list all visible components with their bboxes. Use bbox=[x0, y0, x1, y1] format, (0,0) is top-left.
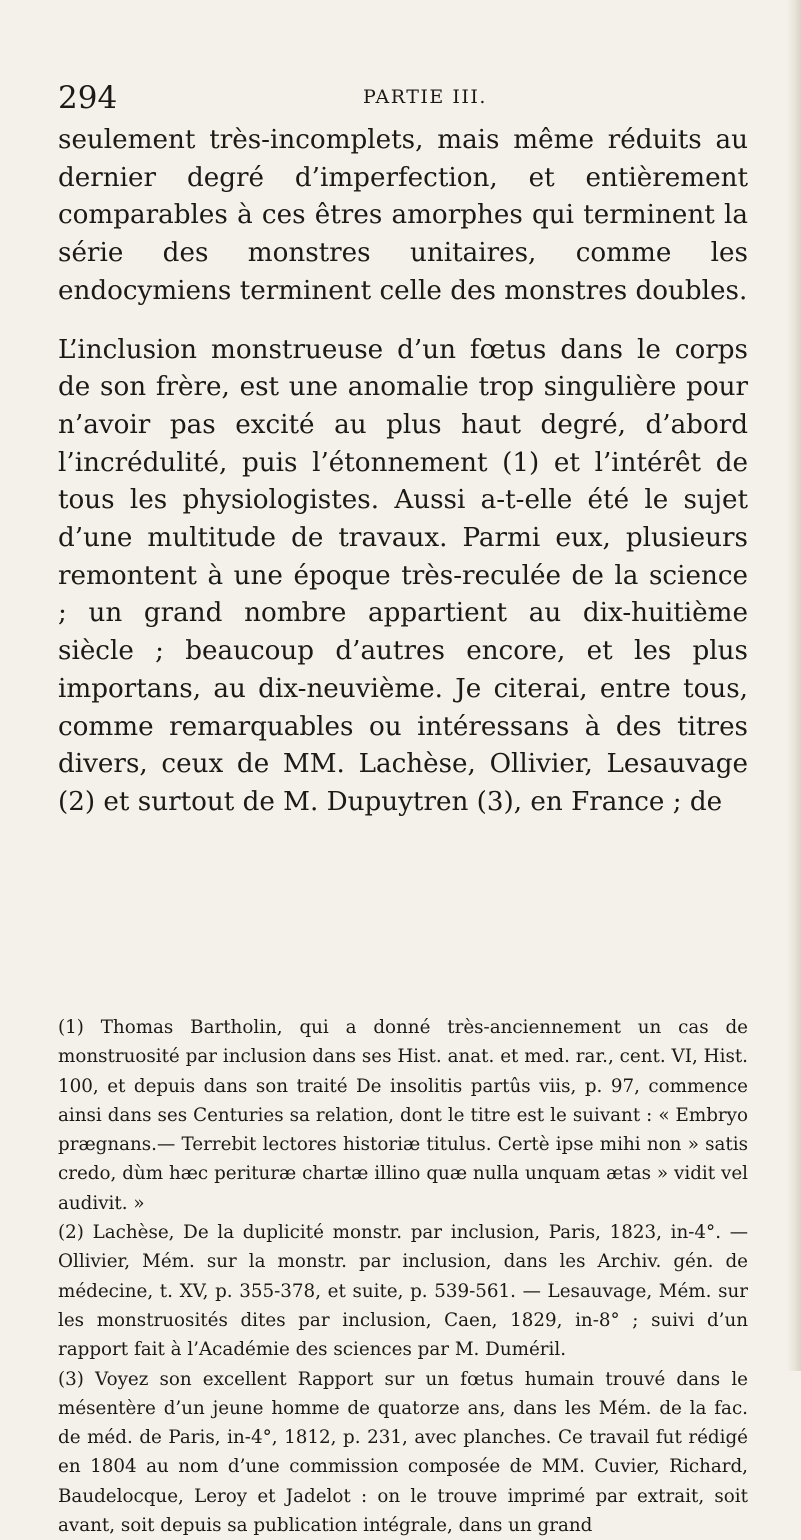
body-paragraph-1: seulement très-incomplets, mais même réduits au dernier degré d’imperfection, et entièrement comparables à ces êtres amorphes qui terminent la série des monstres unitaires, comme les endocymiens terminent celle des monstres doubles. bbox=[58, 125, 748, 306]
footnote-2: (2) Lachèse, De la duplicité monstr. par inclusion, Paris, 1823, in-4°. — Ollivier, Mém. sur la monstr. par inclusion, dans les Archiv. gén. de médecine, t. XV, p. 355-378, et suite, p. 539-561. — Lesauvage, Mém. sur les monstruosités dites par inclusion, Caen, 1829, in-8° ; suivi d’un rapport fait à l’Académie des sciences par M. Duméril. bbox=[58, 1222, 748, 1361]
main-text bbox=[58, 122, 748, 822]
page-header bbox=[58, 78, 748, 118]
running-title: PARTIE III. bbox=[363, 86, 487, 108]
page-edge-shadow bbox=[787, 0, 801, 1371]
page-number: 294 bbox=[58, 80, 118, 116]
body-paragraph-2: L’inclusion monstrueuse d’un fœtus dans le corps de son frère, est une anomalie trop singulière pour n’avoir pas excité au plus haut degré, d’abord l’incrédulité, puis l’étonnement (1) et l’intérêt de tous les physiologistes. Aussi a-t-elle été le sujet d’une multitude de travaux. Parmi eux, plusieurs remontent à une époque très-reculée de la science ; un grand nombre appartient au dix-huitième siècle ; beaucoup d’autres encore, et les plus importans, au dix-neuvième. Je citerai, entre tous, comme remarquables ou intéressans à des titres divers, ceux de MM. Lachèse, Ollivier, Lesauvage (2) et surtout de M. Dupuytren (3), en France ; de bbox=[58, 334, 748, 817]
footnote-3: (3) Voyez son excellent Rapport sur un fœtus humain trouvé dans le mésentère d’un jeune homme de quatorze ans, dans les Mém. de la fac. de méd. de Paris, in-4°, 1812, p. 231, avec planches. Ce travail fut rédigé en 1804 au nom d’une commission composée de MM. Cuvier, Richard, Baudelocque, Leroy et Jadelot : on le trouve imprimé par extrait, soit avant, soit depuis sa publication intégrale, dans un grand bbox=[58, 1368, 748, 1537]
footnotes bbox=[58, 1013, 748, 1540]
footnote-1: (1) Thomas Bartholin, qui a donné très-anciennement un cas de monstruosité par inclusion dans ses Hist. anat. et med. rar., cent. VI, Hist. 100, et depuis dans son traité De insolitis partûs viis, p. 97, commence ainsi dans ses Centuries sa relation, dont le titre est le suivant : « Embryo prægnans.— Terrebit lectores historiæ titulus. Certè ipse mihi non » satis credo, dùm hæc perituræ chartæ illino quæ nulla unquam ætas » vidit vel audivit. » bbox=[58, 1017, 748, 1214]
